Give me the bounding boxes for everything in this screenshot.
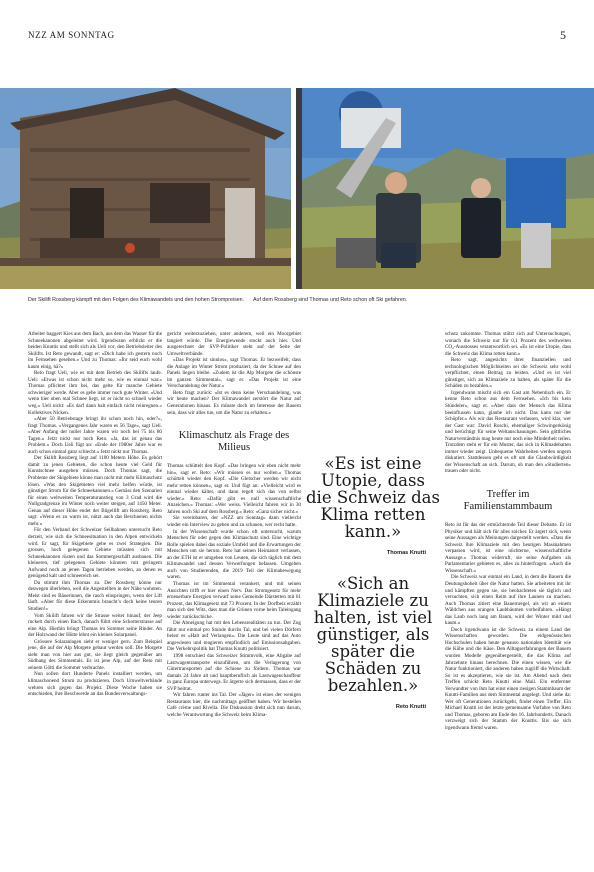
paragraph: «Das Projekt ist sinnlos», sagt Thomas. Er bezweifelt, dass die Anlage im Winter Strom produziert, da der Schnee auf den Panels liegen bleibe. «Zudem ist die Alp Morgete die schönste im ganzen Simmental», sagt er. «Das Projekt ist eine Verschandelung der Natur.»	[167, 357, 301, 390]
paragraph: Thomas ist im Simmental verankert, und mit seinen Ansichten trifft er hier einen Nerv. Das Stromgesetz für mehr erneuerbare Energien verwarf seine Gemeinde Därstetten mit 61 Prozent, das Klimagesetz mit 73 Prozent. In der Dorfbeiz erzählt man sich den Witz, dass man die Grünen vorne beim Taleingang wieder zurückschicke.	[167, 580, 301, 620]
snow-cannon-image	[296, 88, 594, 289]
paragraph: Grössere Solaranlagen sieht er weniger gern. Zum Beispiel jene, die auf der Alp Morgete gebaut werden soll. Die Morgete sieht man von hier aus gut, sie liegt gleich gegenüber am Südhang des Simmentals. Es ist jene Alp, auf der Reto mit seinem Götti die Sommer verbrachte.	[28, 638, 162, 671]
paragraph: gericht weiterzuziehen, unter anderem, weil ein Moorgebiet tangiert würde. Die Energiewende stockt auch hier. Und ausgerechnet der SVP-Politiker steht auf der Seite der Umweltverbände.	[167, 331, 301, 357]
paragraph: «Aber 50 Betriebstage bringt ihr schon noch hin, oder?», fragt Thomas. «Vergangenes Jahr waren es 56 Tage», sagt Ueli. «Aber Anfang der nuller Jahre waren wir noch bei 75 bis 80 Tagen.» Jetzt nickt nur noch Reto. «Ja, das ist genau das Problem.» Doch Ueli fügt an: «Ende der 1980er Jahre war es auch schon einmal ganz schlecht.» Jetzt nickt nur Thomas.	[28, 416, 162, 455]
pull-quote-text: «Es ist eine Utopie, dass die Schweiz das Klima retten kann.»	[306, 454, 440, 541]
paragraph: Reto ist für das der ermüchternde Teil dieser Debatte. Er ist Physiker und hält sich für alles solcher. Er ärgert sich, wenn seine Aussagen als Meinungen dargestellt werden. «Dass die Schweiz ihre Klimaziele mit den heutigen Massnahmen verpassen wird, ist eine nüchterne, wissenschaftliche Aussage.» Thomas widerruft, sie seine Aufgaben als Parlamentarier gebieten es, alles zu hinterfragen. «Auch die Wissenschaft.»	[445, 522, 571, 574]
page-header	[28, 30, 566, 44]
paragraph: 1998 entschied das Schweizer Stimmvolk, eine Abgabe auf Lastwagentransporte einzuführen, um die Verlagerung von Gütertransporten auf die Schiene zu fördern. Thomas war damals 24 Jahre alt und hauptberuflich als Lastwagenchauffeur in ganz Europa unterwegs. Er ärgerte sich dermassen, dass er der SVP beitrat.	[167, 652, 301, 692]
page-number: 5	[560, 28, 566, 42]
paragraph: Thomas schüttelt den Kopf. «Das bringen wir eben nicht mehr hin», sagt er. Reto: «Wir müssen es nur wollen.» Thomas schüttelt wieder den Kopf. «Die Gletscher werden wir nicht mehr retten können», sagt er. Und fügt an: «Vielleicht wird es einmal wieder kälter, und dann regelt sich das von selbst wieder.» Reto: «Dafür gibt es null wissenschaftliche Anzeichen.» Thomas: «Wer weiss. Vielleicht fahren wir in 30 Jahren noch Ski auf dem Rossberg.» Reto: «Ganz sicher nicht.»	[167, 463, 301, 515]
article-column-3-continued	[445, 331, 571, 732]
paragraph: Reto fragt Ueli, wie es mit dem Betrieb des Skilifts laufe. Ueli: «Etwas ist schon nicht mehr so, wie es einmal war.» Thomas pflichtet ihm bei, das gelte für manche Gebiete schwieriger werde. Aber es gebe immer noch gute Winter. «Und wenn hier oben mal Schnee liegt, ist er nicht so schnell wieder weg.» Ueli nickt: «Es darf dann halt einfach nicht reinregnen.» Kollektives Nicken.	[28, 370, 162, 416]
paragraph: Reto fragt zurück: «Ist es denn keine Verschandelung, was wir heute machen? Der Klimawandel zerstört die Natur auf Generationen hinaus. Es müsste doch im Interesse der Bauern sein, dass wir alles tun, um die Natur zu erhalten.»	[167, 389, 301, 416]
article-column-1	[28, 331, 162, 698]
paragraph: Für den Verband der Schweizer Seilbahnen untersucht Reto derzeit, wie sich die Schneesituation in den Alpen entwickeln wird. Er sagt, für Skigebiete gebe es zwei Strategien. Die grossen, hoch gelegenen Gebiete müssten sich mit Schneekanonen rüsten und das Sommergeschäft ausbauen. Die kleineren, tief gelegenen Gebiete könnten mit geringem Aufwand noch an jenen Tagen betrieben werden, an denen es genügend kalt und schneereich sei.	[28, 527, 162, 580]
masthead: NZZ AM SONNTAG	[28, 30, 115, 40]
photo-caption-left: Der Skilift Rossberg kämpft mit den Folgen des Klimawandels und den hohen Strompreisen.	[28, 297, 245, 303]
paragraph: Irgendwann mischt sich ein Gast am Nebentisch ein. Er kenne Reto schon aus dem Fernsehen. «Ich bis kein Stündeler», sagt er. «Aber dass der Mensch das Klima beeinflussen kann, glaube ich nicht. Das kann nur der Schöpfer.» Als wir das Restaurant verlassen, wird klar, wer der Gast war: David Roschi, ehemaliger Schwingerkönig und berüchtigt für seine Weltanschauungen. Sein göttliches Naturverständnis mag heute nur noch eine Minderheit teilen. Trotzdem steht er für ein Muster, das sich in Klimadebatten immer wieder zeigt. Unbequeme Wahrheiten werden ungern diskutiert. Stattdessen geht es oft um die Glaubwürdigkeit der Wissenschaft an sich. Darum, ob man den «Studierten» trauen oder nicht.	[445, 389, 571, 475]
photo-snow-cannon	[296, 88, 594, 289]
pull-quote-author: Reto Knutti	[395, 704, 426, 710]
subheading-klimaschutz: Klimaschutz als Frage des Milieus	[178, 430, 290, 453]
photo-ski-lift-hut	[0, 88, 291, 289]
paragraph: Wir fahren runter ins Tal. Der «Jäger» ist eines der wenigen Restaurants hier, die nachmittags geöffnet haben. Wir bestellen Café crème und Rivella. Die Diskussion dreht sich nun darum, welche Verantwortung die Schweiz beim Klima-	[167, 692, 301, 718]
paragraph: Vom Skilift fahren wir die Strasse weiter hinauf, der Jeep ruckelt durch einen Bach, danach führt eine Schotterstrasse auf eine Alp. Hierhin bringt Thomas im Sommer seine Rinder. An der Holzwand der Hütte lehnt ein kleines Solarpanel.	[28, 612, 162, 639]
subheading-treffer: Treffer im Familienstammbaum	[463, 489, 553, 512]
pull-quote-2	[306, 575, 440, 710]
pull-quote-text: «Sich an Klimaziele zu halten, ist viel günstiger, als später die Schäden zu bezahlen.»	[313, 574, 433, 695]
photo-caption-right: Auf dem Rossberg sind Thomas und Reto schon oft Ski gefahren.	[253, 297, 408, 303]
paragraph: Arbeiter baggert Kies aus dem Bach, aus dem das Wasser für die Schneekanonen abgeleitet wird. Irgendwann erblickt er die beiden Knuttis und stellt sich als Ueli vor, den Betriebsleiter des Skilifts. Ist Reto gewandt, sagt er: «Dich habe ich gestern noch im Fernsehen gesehen.» Und zu Thomas: «Ihr seid euch wohl kaum einig, hä?»	[28, 331, 162, 370]
pull-quote-1	[306, 455, 440, 556]
paragraph: Die Schweiz war einmal ein Land, in dem die Bauern die Deutungshoheit über die Natur hatten. Sie arbeiteten mit ihr und kämpften gegen sie, sie beobachteten sie täglich und versuchten, sich einen Reim auf ihre Launen zu machen. Auch Thomas zitiert eine Bauernregel, als wir an einem Wäldchen aus orangen Laubbäumen vorbeifahren. «Hängt das Laub noch lang am Baum, wird der Winter mild und kaum.»	[445, 574, 571, 627]
paragraph: Der Skilift Rossberg liegt auf 1100 Metern Höhe. Es gehört damit zu jenen Gebieten, die schon heute viel Geld für Kunstschnee ausgeben müssen. Doch Thomas sagt, die Probleme der Skigebiete könne man nicht mit mehr Klimaschutz lösen. «Was den Skigebieten viel mehr helfen würde, ist günstiger Strom für die Schneekanonen.» Gemäss den Szenarien für einen weltweiten Temperaturanstieg von 3 Grad wird die Nullgradgrenze im Winter noch weiter steigen, auf 1450 Meter. Genau auf dieser Höhe endet der Bügellift am Rossberg. Reto sagt: «Wenn es zu warm ist, nützt auch das Beschneien nichts mehr.»	[28, 455, 162, 527]
paragraph: Die Abneigung hat mit den Lebensrealitäten zu tun. Der Zug fährt nur einmal pro Stunde durchs Tal, und bei vielen Dörfern heisst es «Halt auf Verlangen». Die Leute sind auf das Auto angewiesen und reagieren empfindlich auf Emissionsabgaben. Die Verkehrspolitik hat Thomas Knutti politisiert.	[167, 620, 301, 653]
paragraph: Da stimmt ihm Thomas zu. Der Rossberg könne nur deswegen überleben, weil die Angestellten in der Nähe wohnten. Meist sind es Bäuerinnen, die rasch einspringen, wenn der Lift läuft. «Aber für diese Erkenntnis braucht’s doch keine teuren Studien!»	[28, 579, 162, 612]
article-column-2	[167, 331, 301, 718]
paragraph: Nun sollen dort Hunderte Panels installiert werden, um klimaschonend Strom zu produzieren. Doch Umweltverbände wehren sich gegen das Projekt. Diese Woche haben sie entschieden, ihre Beschwerde an das Bundesverwaltungs-	[28, 671, 162, 698]
paragraph: Sie vereinbaren, der «NZZ am Sonntag» dann vielleicht wieder ein Interview zu geben und zu schauen, wer recht hatte.	[167, 515, 301, 529]
ski-lift-hut-image	[0, 88, 291, 289]
paragraph: In der Wissenschaft wurde schon oft untersucht, warum Menschen für oder gegen den Klimaschutz sind. Eine wichtige Rolle spielen dabei das soziale Umfeld und die Erwartungen der Menschen um sie herum. Reto hat seinen Heimatort verlassen, an der ETH ist er umgeben von Leuten, die sich täglich mit dem Klimawandel und dessen Verwerfungen befassen. Umgeben auch von Studierenden, die 2019 Teil der Klimabewegung waren.	[167, 528, 301, 581]
paragraph: Doch irgendwann ist die Schweiz zu einem Land der Wissenschaften geworden. Die eidgenössischen Hochschulen haben heute genauso nationalen Identität wie die Kühe und die Käse. Den Alltagserfahrungen der Bauern wurden Modelle gegenübergestellt, die das Klima auf Jahrzehnte hinaus berechnen. Die einen wissen, wie die Natur funktioniert, die anderen haben zugriff die Wirtschaft. So ist es akzeptieren, wie sie ist. Am Abend nach dem Treffen schickt Reto Knutti eine Mail. Ein entfernter Verwandter von ihm hat einst einen riesigen Stammbaum der Knutti-Familien aus dem Simmental angelegt. Und siehe da: Wer oft Generationen zurückgeht, findet einen Treffer. Ein Michael Knutti ist der letzte gemeinsame Vorfahre von Reto und Thomas, geboren am Ende des 16. Jahrhunderts. Danach verzweigt sich der Stamm der Knuttis. Bis sie sich irgendwann fremd waren.	[445, 626, 571, 731]
pull-quote-author: Thomas Knutti	[386, 550, 426, 556]
paragraph: schutz zukomme. Thomas stützt sich auf Untersuchungen, wonach die Schweiz nur für 0,1 Prozent des weltweiten CO₂-Ausstosses verantwortlich sei. «Es ist eine Utopie, dass die Schweiz das Klima retten kann.»	[445, 331, 571, 357]
paragraph: Reto sagt, angesichts ihrer finanziellen und technologischen Möglichkeiten sei die Schweiz sehr wohl verpflichtet, einen Beitrag zu leisten. «Und es ist viel günstiger, sich an Klimaziele zu halten, als später für die Schäden zu bezahlen.»	[445, 357, 571, 390]
